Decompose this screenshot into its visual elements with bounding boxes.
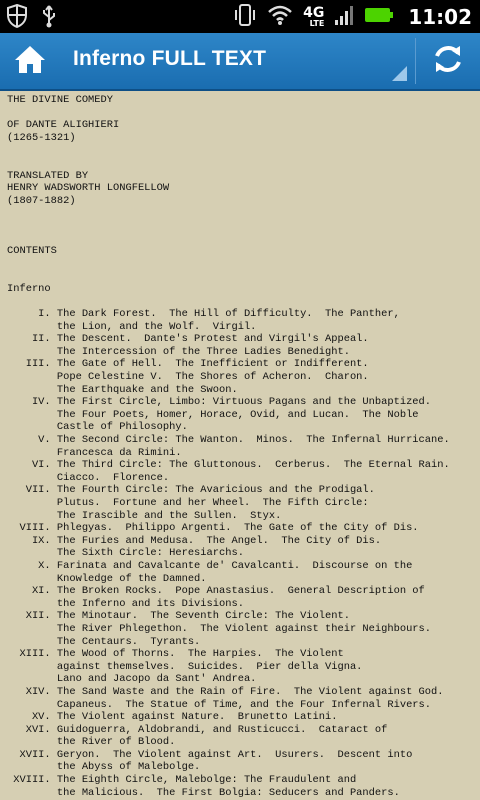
document-line: Capaneus. The Statue of Time, and the Four Infernal Rivers. [7, 698, 432, 711]
document-line: The Earthquake and the Swoon. [7, 383, 238, 396]
document-line: VIII. Phlegyas. Philippo Argenti. The Gate of the City of Dis. [7, 522, 419, 535]
document-line: the River of Blood. [7, 736, 176, 749]
document-line: Knowledge of the Damned. [7, 572, 207, 585]
document-line: VI. The Third Circle: The Gluttonous. Cerberus. The Eternal Rain. [7, 459, 450, 472]
document-line: CONTENTS [7, 245, 57, 258]
document-line: Francesca da Rimini. [7, 446, 182, 459]
document-line: XVII. Geryon. The Violent against Art. Usurers. Descent into [7, 748, 413, 761]
dropdown-indicator-icon[interactable] [392, 66, 407, 81]
document-line: The Sixth Circle: Heresiarchs. [7, 547, 244, 560]
document-viewer[interactable] [0, 91, 480, 800]
document-line: The River Phlegethon. The Violent against their Neighbours. [7, 622, 432, 635]
action-bar [0, 33, 480, 91]
document-line: the Inferno and its Divisions. [7, 597, 244, 610]
document-line: XII. The Minotaur. The Seventh Circle: The Violent. [7, 610, 350, 623]
document-line: HENRY WADSWORTH LONGFELLOW [7, 182, 170, 195]
document-line: TRANSLATED BY [7, 169, 89, 182]
wifi-icon [267, 4, 293, 30]
document-line: I. The Dark Forest. The Hill of Difficulty. The Panther, [7, 308, 400, 321]
document-line: III. The Gate of Hell. The Inefficient or Indifferent. [7, 358, 369, 371]
document-line: X. Farinata and Cavalcante de' Cavalcanti. Discourse on the [7, 559, 413, 572]
document-line: Castle of Philosophy. [7, 421, 188, 434]
document-line: XV. The Violent against Nature. Brunetto Latini. [7, 711, 338, 724]
network-label: 4G [303, 5, 325, 21]
network-type [303, 6, 324, 28]
document-line: XVI. Guidoguerra, Aldobrandi, and Rusticucci. Cataract of [7, 723, 388, 736]
clock: 11:02 [408, 5, 472, 29]
document-line: OF DANTE ALIGHIERI [7, 119, 120, 132]
document-line: The Four Poets, Homer, Horace, Ovid, and Lucan. The Noble [7, 408, 419, 421]
signal-icon [334, 4, 354, 30]
refresh-button[interactable] [420, 38, 476, 84]
usb-icon [40, 4, 58, 32]
document-line: Ciacco. Florence. [7, 471, 170, 484]
document-line: Inferno [7, 282, 51, 295]
document-line: The Intercession of the Three Ladies Benedight. [7, 345, 350, 358]
home-button[interactable] [6, 39, 54, 83]
page-title[interactable]: Inferno FULL TEXT [73, 47, 267, 70]
document-line: (1265-1321) [7, 131, 76, 144]
refresh-icon [431, 42, 465, 80]
document-line: (1807-1882) [7, 194, 76, 207]
document-text [7, 94, 480, 799]
document-line: XIII. The Wood of Thorns. The Harpies. The Violent [7, 648, 344, 661]
document-line: IX. The Furies and Medusa. The Angel. The City of Dis. [7, 534, 382, 547]
document-line: Lano and Jacopo da Sant' Andrea. [7, 673, 257, 686]
vibrate-icon [233, 3, 257, 31]
document-line: Plutus. Fortune and her Wheel. The Fifth Circle: [7, 497, 369, 509]
document-line: the Abyss of Malebolge. [7, 761, 201, 774]
document-line: V. The Second Circle: The Wanton. Minos. The Infernal Hurricane. [7, 434, 450, 447]
document-line: against themselves. Suicides. Pier della Vigna. [7, 660, 363, 673]
document-line: Pope Celestine V. The Shores of Acheron. Charon. [7, 371, 369, 384]
document-line: THE DIVINE COMEDY [7, 94, 114, 106]
document-line: IV. The First Circle, Limbo: Virtuous Pagans and the Unbaptized. [7, 396, 432, 409]
document-line: VII. The Fourth Circle: The Avaricious and the Prodigal. [7, 484, 375, 497]
document-line: XVIII. The Eighth Circle, Malebolge: The Fraudulent and [7, 774, 357, 787]
document-line: the Malicious. The First Bolgia: Seducers and Panders. [7, 786, 400, 799]
document-line: XIV. The Sand Waste and the Rain of Fire. The Violent against God. [7, 685, 444, 698]
battery-icon [364, 6, 394, 28]
status-bar [0, 0, 480, 33]
document-line: II. The Descent. Dante's Protest and Virgil's Appeal. [7, 333, 369, 346]
shield-icon [6, 4, 28, 32]
document-line: The Irascible and the Sullen. Styx. [7, 509, 282, 522]
home-icon [12, 43, 48, 79]
network-sublabel: LTE [309, 19, 325, 28]
document-line: XI. The Broken Rocks. Pope Anastasius. General Description of [7, 585, 425, 598]
document-line: the Lion, and the Wolf. Virgil. [7, 320, 257, 333]
document-line: The Centaurs. Tyrants. [7, 635, 201, 648]
action-bar-divider [415, 38, 416, 84]
